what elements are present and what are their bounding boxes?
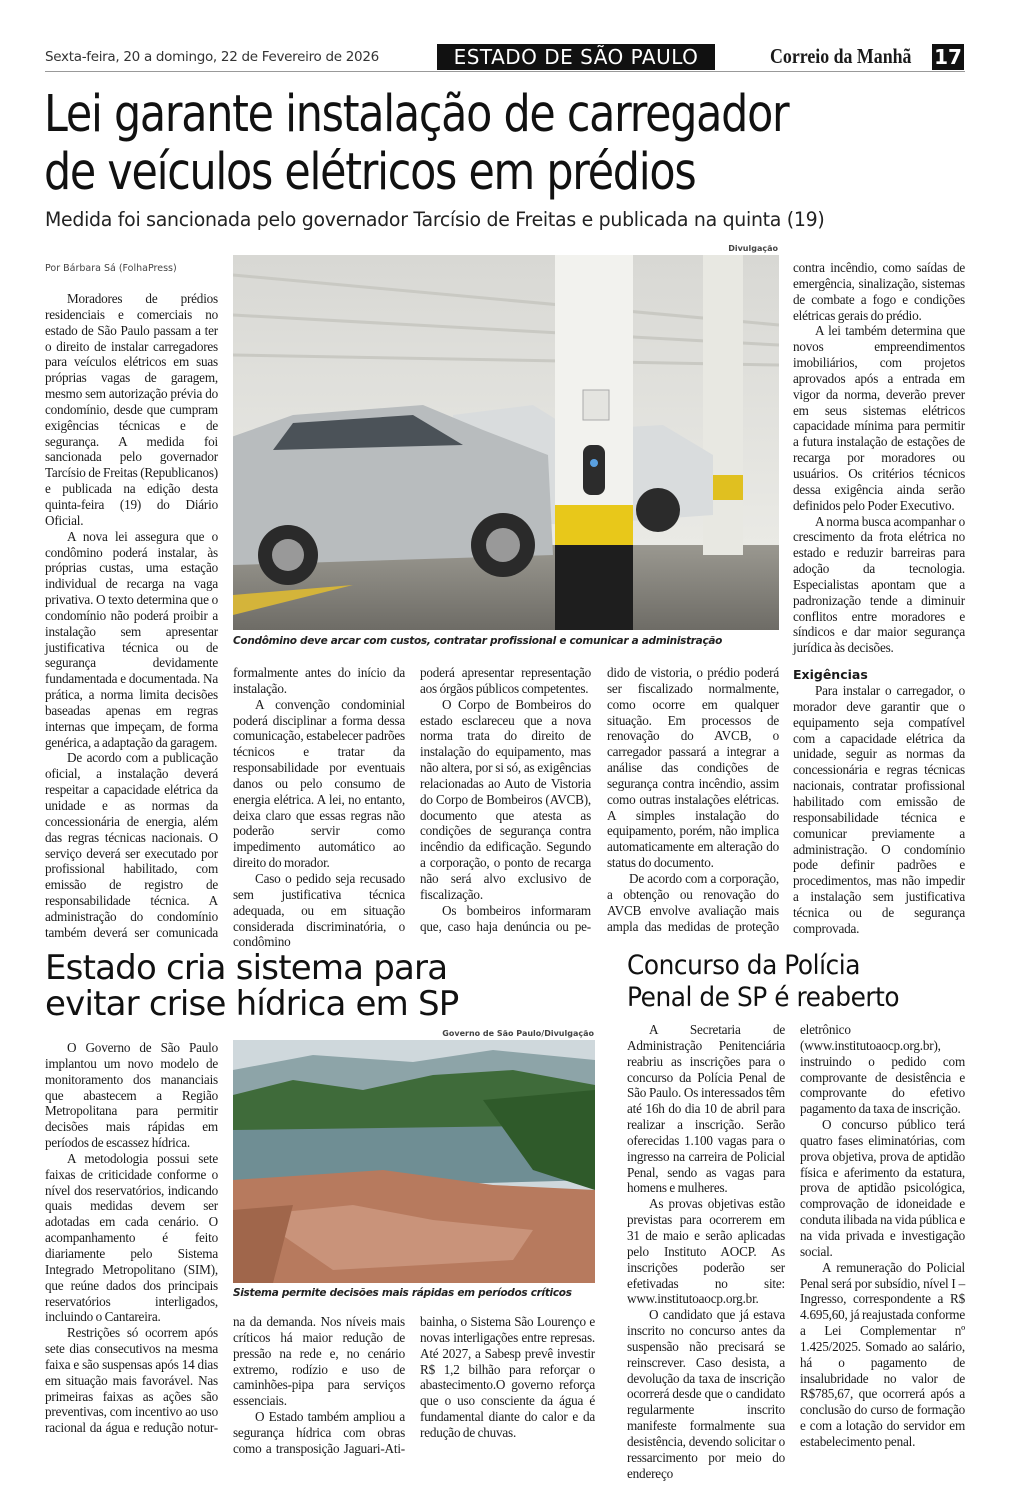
paragraph: Os bombeiros informaram que, caso haja denúncia ou pe- bbox=[420, 902, 591, 934]
article3-column-1 bbox=[627, 1022, 785, 1481]
article3-column-2 bbox=[800, 1022, 965, 1450]
article2-column-2 bbox=[233, 1314, 405, 1457]
paragraph: poderá apresentar representação aos órgãos públicos competentes. bbox=[420, 665, 591, 696]
paragraph: O Governo de São Paulo implantou um novo modelo de monitoramento dos mananciais que abastecem a Região Metropolitana para permitir decisões mais rápidas em períodos de escassez hídrica. bbox=[45, 1040, 218, 1151]
paragraph: contra incêndio, como saídas de emergência, sinalização, sistemas de combate a fogo e condições elétricas gerais do prédio. bbox=[793, 260, 965, 323]
paragraph: A norma busca acompanhar o crescimento da frota elétrica no estado e reduzir barreiras para adoção da tecnologia. Especialistas apontam que a padronização tende a diminuir conflitos entre moradores e síndicos e dar maior segurança jurídica às decisões. bbox=[793, 513, 965, 656]
article2-column-3 bbox=[420, 1314, 595, 1441]
headline-line: Concurso da Polícia bbox=[627, 950, 860, 981]
headline-line: Estado cria sistema para bbox=[45, 948, 448, 988]
article2-headline bbox=[45, 950, 458, 1022]
paragraph: As provas objetivas estão previstas para ocorrerem em 31 de maio e serão aplicadas pelo Instituto AOCP. As inscrições poderão ser efetivadas no site: www.institutoaocp.org.br. bbox=[627, 1196, 785, 1307]
paragraph: A lei também determina que novos empreendimentos imobiliários, com projetos aprovados após a entrada em vigor da norma, deverão prever em seus sistemas elétricos capacidade mínima para permitir a futura instalação de estações de recarga por moradores ou usuários. Os critérios técnicos dessa exigência ainda serão definidos pelo Poder Executivo. bbox=[793, 323, 965, 513]
paragraph: dido de vistoria, o prédio poderá ser fiscalizado normalmente, como ocorre em qualquer situação. Em processos de renovação do AVCB, o carregador passará a integrar a análise das condições de segurança contra incêndio, assim como outras instalações elétricas. A simples instalação do equipamento, porém, não implica automaticamente em alteração do status do documento. bbox=[607, 665, 779, 871]
paragraph: Moradores de prédios residenciais e comerciais no estado de São Paulo passam a ter o direito de instalar carregadores para veículos elétricos em suas próprias vagas de garagem, mesmo sem autorização prévia do condomínio, desde que cumpram exigências técnicas e de segurança. A medida foi sancionada pelo governador Tarcísio de Freitas (Republicanos) e publicada na edição desta quinta-feira (19) do Diário Oficial. bbox=[45, 291, 218, 528]
section-label: ESTADO DE SÃO PAULO bbox=[437, 44, 715, 70]
page-number: 17 bbox=[932, 44, 964, 70]
edition-date: Sexta-feira, 20 a domingo, 22 de Fevereiro de 2026 bbox=[45, 49, 379, 65]
paragraph: Caso o pedido seja recusado sem justificativa técnica adequada, ou em situação considerada discriminatória, o condômino bbox=[233, 870, 405, 950]
paragraph: Restrições só ocorrem após sete dias consecutivos na mesma faixa e são suspensas após 14 dias em situação mais favorável. Nas primeiras faixas as ações são preventivas, com incentivo ao uso racional da água e redução notur- bbox=[45, 1325, 218, 1436]
paragraph: A remuneração do Policial Penal será por subsídio, nível I – Ingresso, correspondente a R$ 4.695,60, já reajustada conforme a Lei Complementar nº 1.425/2025. Somado ao salário, há o pagamento de insalubridade no valor de R$785,67, que ocorrerá após a conclusão do curso de formação e com a lotação do servidor em estabelecimento penal. bbox=[800, 1259, 965, 1449]
article1-column-4 bbox=[607, 665, 779, 934]
paragraph: bainha, o Sistema São Lourenço e novas interligações entre represas. Até 2027, a Sabesp prevê investir R$ 1,2 bilhão para reforçar o abastecimento.O governo reforça que o uso consciente da água é fundamental diante do calor e da redução de chuvas. bbox=[420, 1314, 595, 1440]
paragraph: eletrônico (www.institutoaocp.org.br), instruindo o pedido com comprovante de desistência e comprovante do efetivo pagamento da taxa de inscrição. bbox=[800, 1022, 965, 1117]
paragraph: De acordo com a publicação oficial, a instalação deverá respeitar a capacidade elétrica da unidade e as normas da concessionária de energia, além das regras técnicas nacionais. O serviço deverá ser executado por profissional habilitado, com emissão de registro de responsabilidade técnica. A administração do condomínio também deverá ser comunicada bbox=[45, 750, 218, 940]
article1-column-3 bbox=[420, 665, 591, 934]
paragraph: A Secretaria de Administração Penitenciária reabriu as inscrições para o concurso da Polícia Penal de São Paulo. Os interessados têm até 16h do dia 10 de abril para realizar a inscrição. Serão oferecidas 1.100 vagas para o ingresso na carreira de Policial Penal, sendo as vagas para homens e mulheres. bbox=[627, 1022, 785, 1196]
article1-headline bbox=[44, 86, 788, 202]
article3-headline bbox=[627, 950, 899, 1014]
paragraph: A nova lei assegura que o condômino poderá instalar, às próprias custas, uma estação individual de recarga na vaga privativa. O texto determina que o condomínio não poderá proibir a instalação sem apresentar justificativa técnica ou de segurança devidamente fundamentada e documentada. Na prática, a norma limita decisões baseadas apenas em regras internas que impeçam, de forma genérica, a adaptação da garagem. bbox=[45, 528, 218, 750]
paragraph: Para instalar o carregador, o morador deve garantir que o equipamento seja compatível com a capacidade elétrica da unidade, seguir as normas da concessionária e regras técnicas nacionais, contratar profissional habilitado com emissão de responsabilidade técnica e comunicar previamente a administração. O condomínio pode definir padrões e procedimentos, mas não impedir a instalação sem justificativa técnica ou de segurança comprovada. bbox=[793, 683, 965, 936]
reservoir-photo bbox=[233, 1040, 595, 1283]
article1-column-1 bbox=[45, 291, 218, 941]
paragraph: O concurso público terá quatro fases eliminatórias, com prova objetiva, prova de aptidão física e aferimento da estatura, prova de aptidão psicológica, comprovação de idoneidade e conduta ilibada na vida pública e na vida privada e investigação social. bbox=[800, 1117, 965, 1259]
photo-caption: Sistema permite decisões mais rápidas em períodos críticos bbox=[233, 1287, 572, 1299]
paragraph: De acordo com a corporação, a obtenção ou renovação do AVCB envolve avaliação mais ampla das medidas de proteção bbox=[607, 870, 779, 934]
headline-line: Penal de SP é reaberto bbox=[627, 982, 900, 1013]
article1-column-5 bbox=[793, 260, 965, 937]
paragraph: O Estado também ampliou a segurança hídrica com obras como a transposição Jaguari-Ati- bbox=[233, 1409, 405, 1456]
article1-subtitle: Medida foi sancionada pelo governador Tarcísio de Freitas e publicada na quinta (19) bbox=[45, 208, 825, 231]
paragraph: na da demanda. Nos níveis mais críticos há maior redução de pressão na rede e, no cenário extremo, rodízio e uso de caminhões-pipa para serviços essenciais. bbox=[233, 1314, 405, 1409]
subheading: Exigências bbox=[793, 667, 868, 683]
article2-column-1 bbox=[45, 1040, 218, 1436]
garage-charger-photo bbox=[233, 255, 779, 630]
paragraph: A convenção condominial poderá disciplinar a forma dessa comunicação, estabelecer padrões técnicos e tratar da responsabilidade por eventuais danos ou pelo consumo de energia elétrica. A lei, no entanto, deixa claro que essas regras não poderão servir como impedimento automático ao direito do morador. bbox=[233, 696, 405, 871]
paragraph: formalmente antes do início da instalação. bbox=[233, 665, 405, 696]
paragraph: O Corpo de Bombeiros do estado esclareceu que a nova norma trata do direito de instalação do equipamento, mas não altera, por si só, as exigências relacionadas ao Auto de Vistoria do Corpo de Bombeiros (AVCB), documento que atesta as condições de segurança contra incêndio da edificação. Segundo a corporação, o ponto de recarga não será alvo exclusivo de fiscalização. bbox=[420, 696, 591, 902]
photo-caption: Condômino deve arcar com custos, contratar profissional e comunicar a administração bbox=[233, 635, 723, 647]
headline-line: evitar crise hídrica em SP bbox=[45, 984, 459, 1024]
paragraph: O candidato que já estava inscrito no concurso antes da suspensão não precisará se reinscrever. Caso desista, a devolução da taxa de inscrição ocorrerá desde que o candidato regularmente inscrito manifeste formalmente sua desistência, devendo solicitar o ressarcimento por meio do endereço bbox=[627, 1307, 785, 1481]
newspaper-logo: Correio da Manhã bbox=[770, 44, 912, 68]
paragraph: A metodologia possui sete faixas de criticidade conforme o nível dos reservatórios, indicando quais medidas devem ser adotadas em cada cenário. O acompanhamento é feito diariamente pelo Sistema Integrado Metropolitano (SIM), que reúne dados dos principais reservatórios interligados, incluindo o Cantareira. bbox=[45, 1150, 218, 1325]
headline-line: Lei garante instalação de carregador bbox=[44, 85, 789, 144]
photo-credit: Governo de São Paulo/Divulgação bbox=[442, 1029, 594, 1038]
article1-column-2 bbox=[233, 665, 405, 950]
photo-credit: Divulgação bbox=[728, 244, 778, 253]
header-divider bbox=[45, 71, 965, 72]
article1-byline: Por Bárbara Sá (FolhaPress) bbox=[45, 263, 177, 274]
headline-line: de veículos elétricos em prédios bbox=[44, 143, 696, 202]
